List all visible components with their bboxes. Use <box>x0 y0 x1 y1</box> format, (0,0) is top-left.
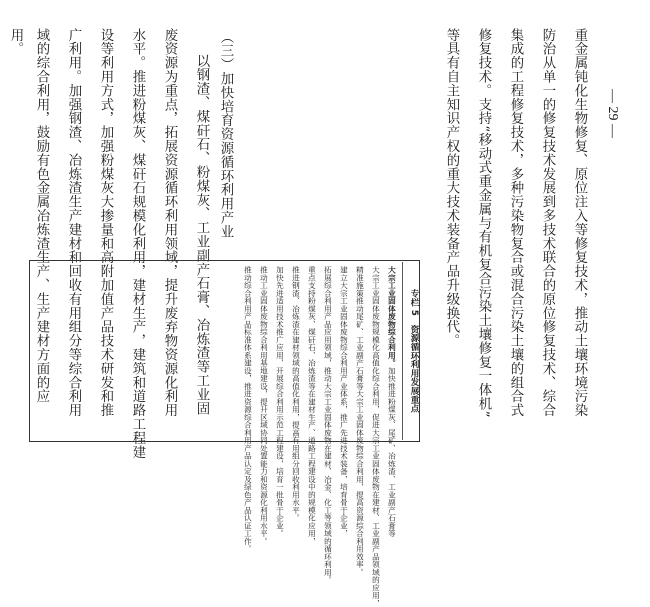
page-number: — 29 — <box>605 88 620 138</box>
paragraph-line: 域的综合利用，鼓励有色金属冶炼渣生产、生产建材方面的应 <box>34 28 49 404</box>
section-heading: （三）加快培育资源循环利用产业 <box>218 30 233 239</box>
paragraph-line: 广利用。加强钢渣、冶炼渣生产建材和回收有用组分等综合利用 <box>66 28 81 418</box>
box-line: 建立大宗工业固体废物综合利用产业体系，推广先进技术装备，培育骨干企业， <box>339 266 349 538</box>
box-title-divider <box>402 262 403 440</box>
box-title: 专栏 5 资源循环利用发展重点 <box>409 289 419 413</box>
paragraph-line: 防治从单一的修复技术发展到多技术联合的原位修复技术、综合 <box>540 28 555 418</box>
paragraph-line: 重金属钝化生物修复、原位注入等修复技术，推动土壤环境污染 <box>572 28 587 418</box>
paragraph-line: 以钢渣、煤矸石、粉煤灰、工业副产石膏、冶炼渣等工业固 <box>194 54 209 416</box>
paragraph-line: 设等利用方式，加强粉煤灰大掺量和高附加值产品技术研发和推 <box>98 28 113 418</box>
box-line: 大宗工业固体废物规模化高值化综合利用，促进大宗工业固体废物在建材、工业副产品领域的应用， <box>371 266 381 607</box>
paragraph-line: 用。 <box>8 28 23 56</box>
paragraph-line: 修复技术。支持“移动式重金属与有机复合污染土壤修复一体机” <box>476 28 491 418</box>
box-line: 重点支持粉煤灰、煤矸石、冶炼渣等在建材生产、道路工程建设中的规模化应用， <box>307 266 317 545</box>
box-line: 推动综合利用产品标准体系建设，推进资源综合利用产品认定及绿色产品认证工作。 <box>243 266 253 553</box>
box-line: 加快先进适用技术推广应用，开展综合利用示范工程建设，培育一批骨干企业。 <box>275 266 285 538</box>
paragraph-line: 等具有自主知识产权的重大技术装备产品升级换代。 <box>444 28 459 348</box>
paragraph-line: 废资源为重点，拓展资源循环利用领域，提升废弃物资源化利用 <box>162 28 177 418</box>
box-line: 拓展综合利用产品应用领域，推动大宗工业固体废物在建材、冶金、化工等领域的循环利用。 <box>323 266 333 584</box>
box-line: 精准施策推动尾矿、工业副产石膏等大宗工业固体废物综合利用，提高资源综合利用效率。 <box>355 266 365 576</box>
paragraph-line: 水平。推进粉煤灰、煤矸石规模化利用，建材生产，建筑和道路工程建 <box>130 28 145 459</box>
box-line: 推动工业固体废物综合利用基地建设，提升区域协同处置能力和资源化利用水平。 <box>259 266 269 545</box>
box-line: 推进钢渣、冶炼渣在建材领域的高值化利用，提高有用组分回收利用水平。 <box>291 266 301 522</box>
box-line: 大宗工业固体废物综合利用。加快推进粉煤灰、尾矿、冶炼渣、工业副产石膏等 <box>387 266 397 538</box>
paragraph-line: 集成的工程修复技术，多种污染物复合或混合污染土壤的组合式 <box>508 28 523 418</box>
